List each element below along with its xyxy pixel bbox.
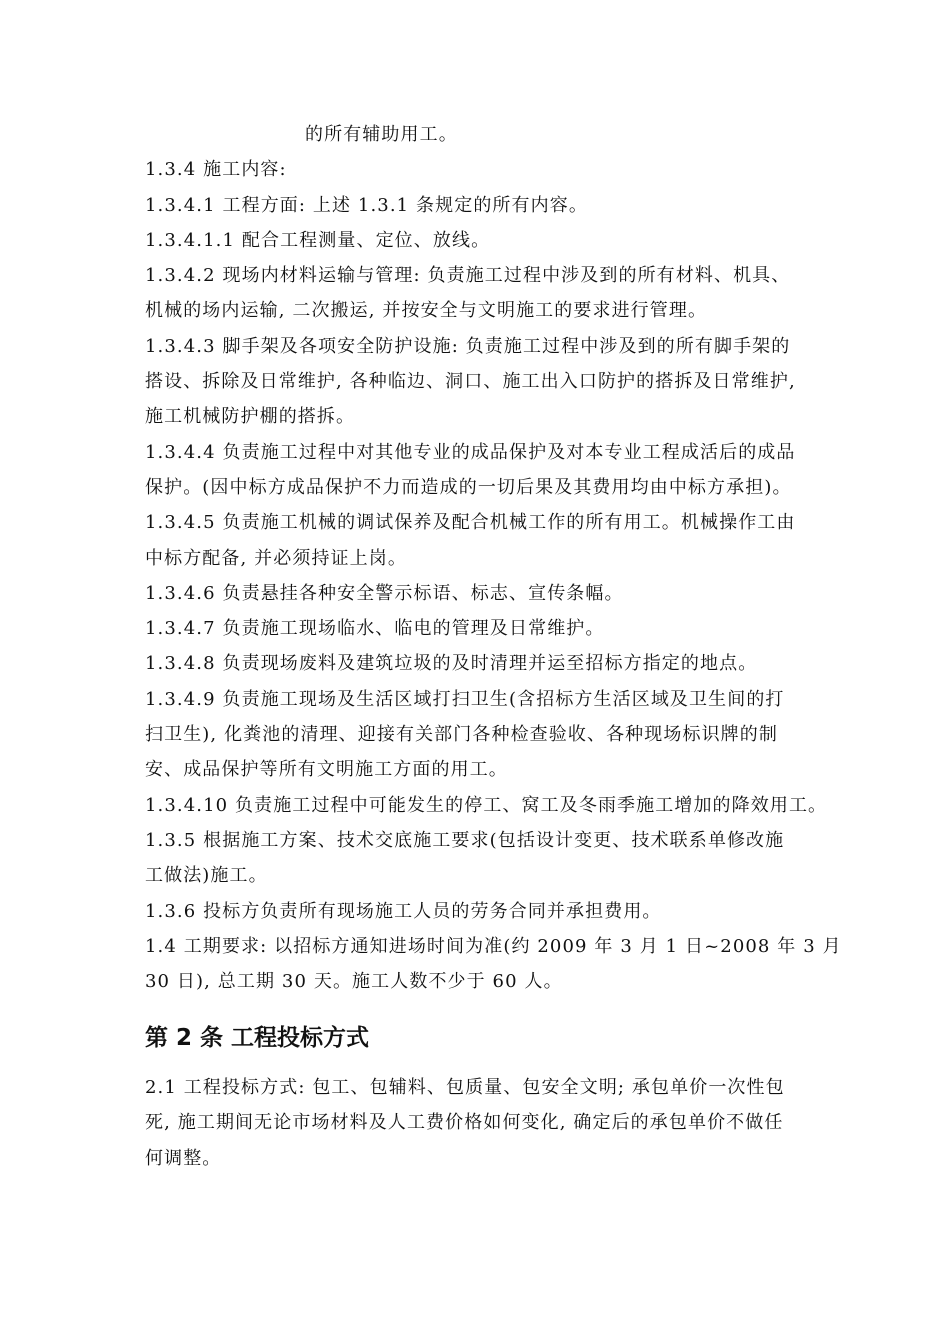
text-line: 1.3.5 根据施工方案、技术交底施工要求(包括设计变更、技术联系单修改施 (145, 829, 785, 851)
text-line: 30 日), 总工期 30 天。施工人数不少于 60 人。 (145, 971, 563, 993)
text-line: 机械的场内运输, 二次搬运, 并按安全与文明施工的要求进行管理。 (145, 300, 708, 322)
text-line: 中标方配备, 并必须持证上岗。 (145, 547, 407, 569)
text-line: 的所有辅助用工。 (305, 124, 458, 145)
text-line: 1.3.4.10 负责施工过程中可能发生的停工、窝工及冬雨季施工增加的降效用工。 (145, 794, 828, 816)
text-line: 1.3.4.2 现场内材料运输与管理: 负责施工过程中涉及到的所有材料、机具、 (145, 265, 791, 287)
section-2-body (145, 1070, 825, 1176)
text-line: 1.3.4.5 负责施工机械的调试保养及配合机械工作的所有用工。机械操作工由 (145, 512, 796, 534)
text-line: 1.3.4.8 负责现场废料及建筑垃圾的及时清理并运至招标方指定的地点。 (145, 653, 758, 675)
section-1-body (145, 117, 842, 999)
text-line: 何调整。 (145, 1147, 222, 1169)
text-line: 1.3.4.7 负责施工现场临水、临电的管理及日常维护。 (145, 618, 605, 640)
text-line: 死, 施工期间无论市场材料及人工费价格如何变化, 确定后的承包单价不做任 (145, 1112, 784, 1134)
text-line: 1.3.4.1.1 配合工程测量、定位、放线。 (145, 229, 491, 251)
text-line: 工做法)施工。 (145, 865, 268, 887)
text-line: 扫卫生), 化粪池的清理、迎接有关部门各种检查验收、各种现场标识牌的制 (145, 724, 778, 746)
text-line: 1.3.4.9 负责施工现场及生活区域打扫卫生(含招标方生活区域及卫生间的打 (145, 688, 785, 710)
text-line: 施工机械防护棚的搭拆。 (145, 406, 356, 428)
text-line: 2.1 工程投标方式: 包工、包辅料、包质量、包安全文明; 承包单价一次性包 (145, 1077, 785, 1098)
text-line: 1.3.4.1 工程方面: 上述 1.3.1 条规定的所有内容。 (145, 194, 588, 216)
text-line: 搭设、拆除及日常维护, 各种临边、洞口、施工出入口防护的搭拆及日常维护, (145, 371, 796, 393)
text-line: 1.3.4 施工内容: (145, 159, 287, 181)
text-line: 1.4 工期要求: 以招标方通知进场时间为准(约 2009 年 3 月 1 日~2008 年 3 月 (145, 935, 842, 957)
text-line: 1.3.4.3 脚手架及各项安全防护设施: 负责施工过程中涉及到的所有脚手架的 (145, 335, 791, 357)
section-2-heading: 第 2 条 工程投标方式 (145, 1025, 370, 1051)
text-line: 保护。(因中标方成品保护不力而造成的一切后果及其费用均由中标方承担)。 (145, 476, 792, 498)
text-line: 1.3.4.4 负责施工过程中对其他专业的成品保护及对本专业工程成活后的成品 (145, 441, 796, 463)
text-line: 1.3.6 投标方负责所有现场施工人员的劳务合同并承担费用。 (145, 900, 662, 922)
text-line: 1.3.4.6 负责悬挂各种安全警示标语、标志、宣传条幅。 (145, 582, 624, 604)
text-line: 安、成品保护等所有文明施工方面的用工。 (145, 759, 508, 781)
